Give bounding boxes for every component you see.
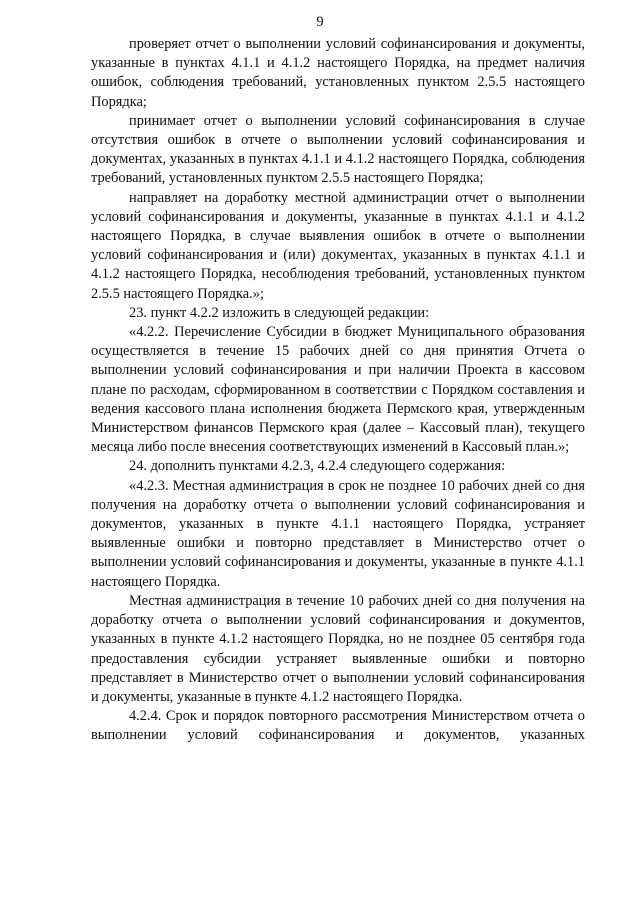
page-number: 9 xyxy=(316,14,324,30)
paragraph: Местная администрация в течение 10 рабочих дней со дня получения на доработку отчета о выполнении условий софинансирования и документов, указанных в пункте 4.1.2 настоящего Порядка, но не позднее 05 сентября года предоставления субсидии устраняет выявленные ошибки и повторно представляет в Министерство отчет о выполнении условий софинансирования и документы, указанные в пункте 4.1.2 настоящего Порядка. xyxy=(91,592,585,705)
paragraph: проверяет отчет о выполнении условий софинансирования и документы, указанные в пунктах 4.1.1 и 4.1.2 настоящего Порядка, на предмет наличия ошибок, соблюдения требований, установленных пунктом 2.5.5 настоящего Порядка; xyxy=(91,36,585,110)
paragraph: «4.2.3. Местная администрация в срок не позднее 10 рабочих дней со дня получения на доработку отчета о выполнении условий софинансирования и документов, указанных в пункте 4.1.1 настоящего Порядка, устраняет выявленные ошибки и повторно представляет в Министерство отчет о выполнении условий софинансирования и документы, указанные в пункте 4.1.1 настоящего Порядка. xyxy=(91,477,585,590)
paragraph: «4.2.2. Перечисление Субсидии в бюджет Муниципального образования осуществляется в течение 15 рабочих дней со дня принятия Отчета о выполнении условий софинансирования и при наличии Проекта в кассовом плане по расходам, сформированном в соответствии с Порядком составления и ведения кассового плана исполнения бюджета Пермского края, утвержденным Министерством финансов Пермского края (далее – Кассовый план), текущего месяца либо после внесения соответствующих изменений в Кассовый план.»; xyxy=(91,324,585,456)
paragraph: 4.2.4. Срок и порядок повторного рассмотрения Министерством отчета о выполнении условий софинансирования и документов, указанных xyxy=(91,708,585,744)
paragraph: принимает отчет о выполнении условий софинансирования в случае отсутствия ошибок в отчете о выполнении условий софинансирования и документах, указанных в пунктах 4.1.1 и 4.1.2 настоящего Порядка, соблюдения требований, установленных пунктом 2.5.5 настоящего Порядка; xyxy=(91,112,585,187)
document-body xyxy=(91,35,585,746)
paragraph: направляет на доработку местной администрации отчет о выполнении условий софинансирования и документы, указанные в пунктах 4.1.1 и 4.1.2 настоящего Порядка, в случае выявления ошибок в отчете о выполнении условий софинансирования и (или) документах, указанных в пунктах 4.1.1 и 4.1.2 настоящего Порядка, несоблюдения требований, установленных пунктом 2.5.5 настоящего Порядка.»; xyxy=(91,189,585,302)
paragraph: 23. пункт 4.2.2 изложить в следующей редакции: xyxy=(129,304,430,321)
paragraph: 24. дополнить пунктами 4.2.3, 4.2.4 следующего содержания: xyxy=(129,458,506,475)
